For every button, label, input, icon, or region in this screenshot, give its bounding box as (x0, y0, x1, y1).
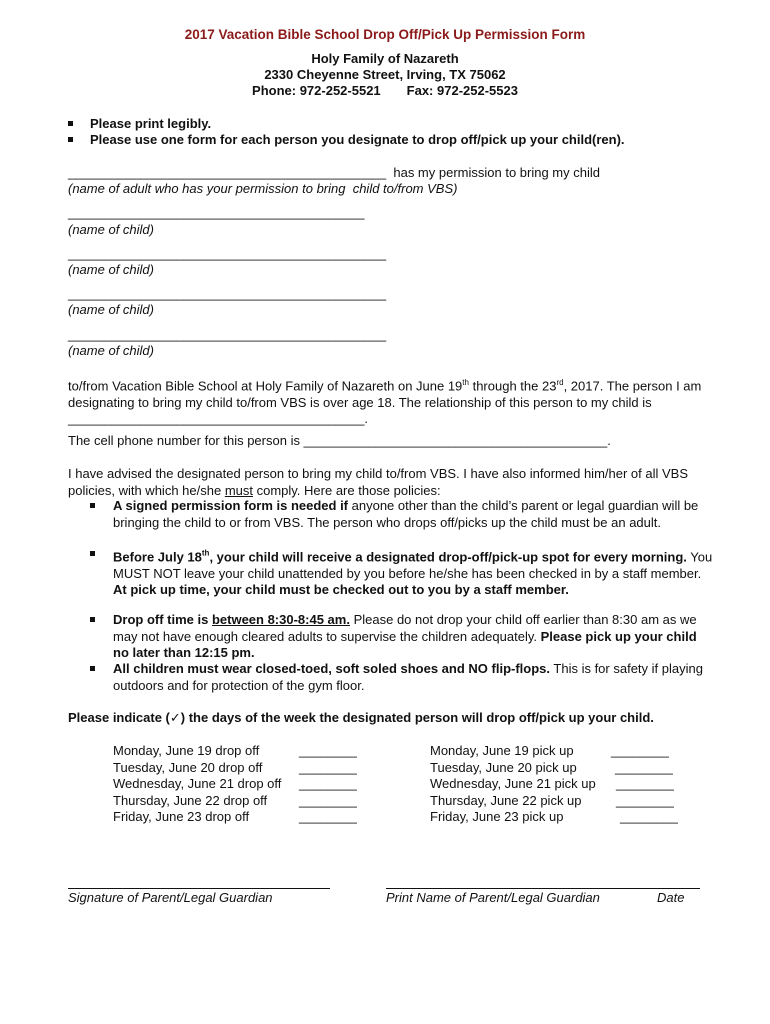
dropoff-day-row: Friday, June 23 drop off ________ (113, 809, 357, 824)
dropoff-day-row: Tuesday, June 20 drop off ________ (113, 759, 357, 775)
pickup-checkbox-blank[interactable]: ________ (611, 743, 669, 758)
child-name-caption-2: (name of child) (68, 262, 154, 277)
signature-label: Signature of Parent/Legal Guardian (68, 890, 273, 905)
indicate-days-heading: Please indicate (✓) the days of the week the designated person will drop off/pick up your child. (68, 710, 654, 725)
pickup-day-row: Monday, June 19 pick up ________ (430, 743, 669, 758)
dropoff-checkbox-blank[interactable]: ________ (299, 743, 357, 758)
vbs-dates-paragraph: to/from Vacation Bible School at Holy Family of Nazareth on June 19th through the 23rd, 2017. The person I am designating to bring my child to/from VBS is over age 18. The relationship of this person to my child is _________________________________________. (68, 378, 702, 427)
dropoff-checkbox-blank[interactable]: ________ (299, 809, 357, 824)
signature-line[interactable] (68, 888, 330, 889)
adult-name-caption: (name of adult who has your permission to bring child to/from VBS) (68, 181, 458, 196)
print-name-label: Print Name of Parent/Legal Guardian (386, 890, 600, 905)
org-name: Holy Family of Nazareth (311, 51, 459, 66)
org-address: 2330 Cheyenne Street, Irving, TX 75062 (264, 67, 506, 82)
bullet-icon (90, 551, 95, 556)
dropoff-checkbox-blank[interactable]: ________ (299, 759, 357, 775)
child-name-blank-2[interactable]: ____________________________________________ (68, 246, 387, 261)
adult-name-line[interactable] (68, 165, 600, 180)
org-phone: Phone: 972-252-5521 (252, 83, 381, 98)
bullet-icon (90, 617, 95, 622)
pickup-checkbox-blank[interactable]: ________ (620, 809, 678, 824)
adult-name-blank[interactable]: ____________________________________________ (68, 165, 387, 180)
pickup-days-list (430, 743, 690, 826)
dropoff-checkbox-blank[interactable]: ________ (299, 776, 357, 791)
dropoff-day-row: Wednesday, June 21 drop off ________ (113, 776, 357, 791)
dropoff-checkbox-blank[interactable]: ________ (299, 792, 357, 808)
child-name-blank-3[interactable]: ____________________________________________ (68, 286, 387, 301)
form-title: 2017 Vacation Bible School Drop Off/Pick Up Permission Form (184, 27, 586, 42)
child-name-caption-3: (name of child) (68, 302, 154, 317)
child-name-blank-1[interactable]: _________________________________________ (68, 205, 365, 220)
bullet-icon (90, 503, 95, 508)
policy-item: Before July 18th, your child will receive a designated drop-off/pick-up spot for every morning. You MUST NOT leave your child unattended by you before he/she has been checked in by a staff member. At pick up time, your child must be checked out to you by a staff member. (113, 546, 713, 599)
instruction-item: Please use one form for each person you designate to drop off/pick up your child(ren). (68, 132, 625, 147)
pickup-checkbox-blank[interactable]: ________ (616, 776, 674, 791)
bullet-icon (90, 666, 95, 671)
dropoff-day-row: Thursday, June 22 drop off ________ (113, 792, 357, 808)
print-name-date-line[interactable] (386, 888, 700, 889)
instruction-item: Please print legibly. (68, 116, 211, 131)
pickup-day-row: Tuesday, June 20 pick up ________ (430, 759, 673, 775)
child-name-caption-4: (name of child) (68, 343, 154, 358)
cell-phone-line[interactable]: The cell phone number for this person is __________________________________________. (68, 433, 611, 448)
policy-item: A signed permission form is needed if anyone other than the child’s parent or legal guardian will be bringing the child to or from VBS. The person who drops off/picks up the child must be an adult. (113, 498, 713, 531)
child-name-caption-1: (name of child) (68, 222, 154, 237)
bullet-icon (68, 137, 73, 142)
pickup-day-row: Wednesday, June 21 pick up ________ (430, 776, 674, 791)
advised-paragraph: I have advised the designated person to bring my child to/from VBS. I have also informed him/her of all VBS policies, with which he/she must comply. Here are those policies: (68, 466, 688, 498)
pickup-checkbox-blank[interactable]: ________ (615, 759, 673, 775)
contact-line (0, 83, 770, 98)
policy-item: Drop off time is between 8:30-8:45 am. Please do not drop your child off earlier than 8:30 am as we may not have enough cleared adults to supervise the children adequately. Please pick up your child no later than 12:15 pm. (113, 612, 713, 662)
bullet-icon (68, 121, 73, 126)
pickup-day-row: Thursday, June 22 pick up ________ (430, 792, 674, 808)
dropoff-day-row: Monday, June 19 drop off ________ (113, 743, 357, 758)
policy-item: All children must wear closed-toed, soft soled shoes and NO flip-flops. This is for safety if playing outdoors and for protection of the gym floor. (113, 661, 713, 694)
has-permission-text: has my permission to bring my child (393, 165, 600, 180)
pickup-day-row: Friday, June 23 pick up ________ (430, 809, 678, 824)
child-name-blank-4[interactable]: ____________________________________________ (68, 327, 387, 342)
dropoff-days-list (113, 743, 373, 826)
org-fax: Fax: 972-252-5523 (406, 83, 518, 98)
pickup-checkbox-blank[interactable]: ________ (616, 792, 674, 808)
date-label: Date (657, 890, 685, 905)
